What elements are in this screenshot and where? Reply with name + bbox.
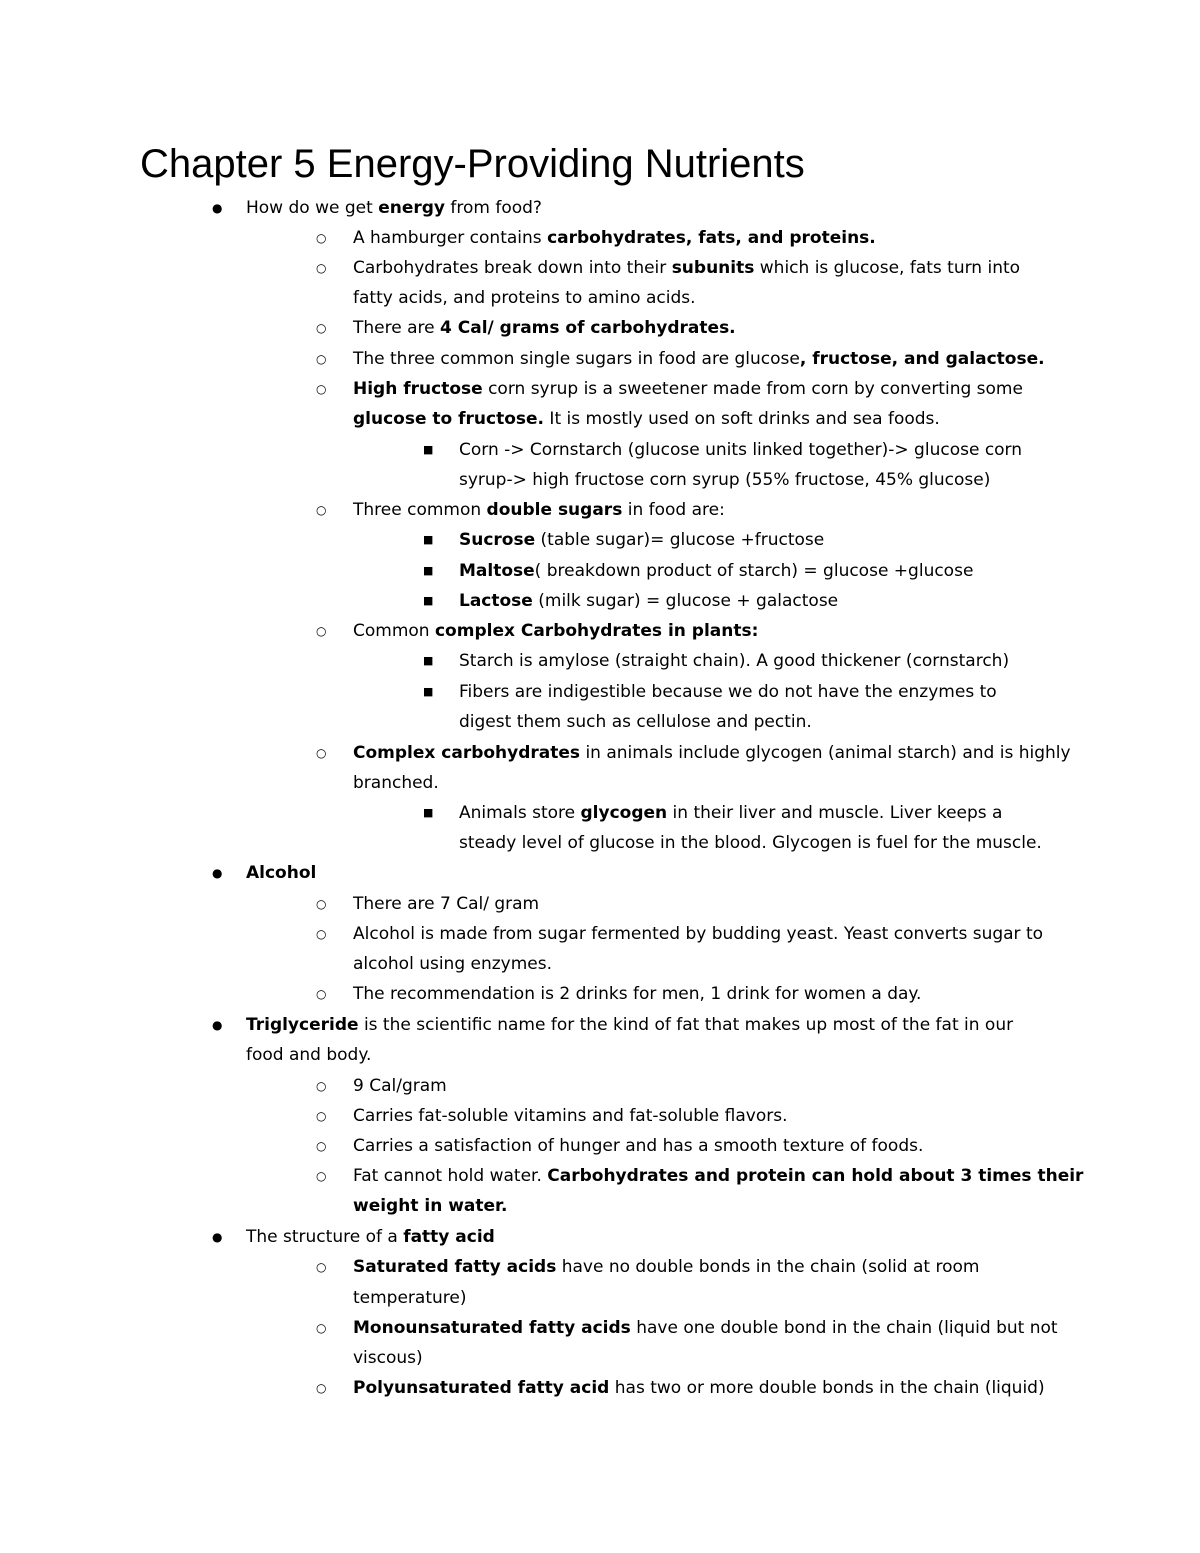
list-item: How do we get energy from food? [246, 198, 542, 218]
bullet-level2-icon: ○ [316, 1260, 327, 1274]
list-item: Alcohol [246, 863, 317, 883]
bullet-level2-icon: ○ [316, 1381, 327, 1395]
list-item: Carries a satisfaction of hunger and has a smooth texture of foods. [353, 1136, 924, 1156]
page-title: Chapter 5 Energy-Providing Nutrients [140, 142, 805, 186]
bullet-level2-icon: ○ [316, 746, 327, 760]
list-item: Triglyceride is the scientific name for the kind of fat that makes up most of the fat in our [246, 1015, 1014, 1035]
list-item: Fibers are indigestible because we do not have the enzymes to [459, 682, 997, 702]
list-item-continuation: branched. [353, 773, 439, 793]
bullet-level1-icon: ● [212, 866, 223, 880]
list-item: Lactose (milk sugar) = glucose + galactose [459, 591, 839, 611]
bullet-level2-icon: ○ [316, 927, 327, 941]
list-item: Carries fat-soluble vitamins and fat-soluble flavors. [353, 1106, 788, 1126]
bullet-level2-icon: ○ [316, 503, 327, 517]
list-item-continuation: glucose to fructose. It is mostly used on soft drinks and sea foods. [353, 409, 940, 429]
bullet-level3-icon: ■ [423, 806, 434, 819]
bullet-level2-icon: ○ [316, 1139, 327, 1153]
bullet-level2-icon: ○ [316, 1079, 327, 1093]
list-item: Polyunsaturated fatty acid has two or more double bonds in the chain (liquid) [353, 1378, 1045, 1398]
list-item: There are 4 Cal/ grams of carbohydrates. [353, 318, 736, 338]
list-item: Complex carbohydrates in animals include glycogen (animal starch) and is highly [353, 743, 1071, 763]
list-item: Carbohydrates break down into their subunits which is glucose, fats turn into [353, 258, 1021, 278]
list-item: Sucrose (table sugar)= glucose +fructose [459, 530, 825, 550]
list-item-continuation: viscous) [353, 1348, 423, 1368]
list-item: Three common double sugars in food are: [353, 500, 725, 520]
bullet-level3-icon: ■ [423, 654, 434, 667]
bullet-level3-icon: ■ [423, 533, 434, 546]
list-item-continuation: alcohol using enzymes. [353, 954, 553, 974]
list-item: The three common single sugars in food are glucose, fructose, and galactose. [353, 349, 1045, 369]
list-item: There are 7 Cal/ gram [353, 894, 540, 914]
bullet-level2-icon: ○ [316, 1109, 327, 1123]
bullet-level3-icon: ■ [423, 594, 434, 607]
list-item: High fructose corn syrup is a sweetener made from corn by converting some [353, 379, 1023, 399]
list-item: A hamburger contains carbohydrates, fats, and proteins. [353, 228, 876, 248]
list-item: Corn -> Cornstarch (glucose units linked together)-> glucose corn [459, 440, 1023, 460]
bullet-level3-icon: ■ [423, 685, 434, 698]
bullet-level1-icon: ● [212, 1230, 223, 1244]
list-item-continuation: fatty acids, and proteins to amino acids. [353, 288, 696, 308]
list-item: Common complex Carbohydrates in plants: [353, 621, 759, 641]
bullet-level2-icon: ○ [316, 624, 327, 638]
bullet-level2-icon: ○ [316, 352, 327, 366]
list-item: Monounsaturated fatty acids have one double bond in the chain (liquid but not [353, 1318, 1058, 1338]
list-item-continuation: food and body. [246, 1045, 372, 1065]
list-item: The recommendation is 2 drinks for men, 1 drink for women a day. [353, 984, 922, 1004]
list-item: Saturated fatty acids have no double bonds in the chain (solid at room [353, 1257, 980, 1277]
bullet-level3-icon: ■ [423, 443, 434, 456]
bullet-level2-icon: ○ [316, 987, 327, 1001]
list-item: 9 Cal/gram [353, 1076, 447, 1096]
bullet-level2-icon: ○ [316, 1321, 327, 1335]
bullet-level2-icon: ○ [316, 231, 327, 245]
list-item-continuation: steady level of glucose in the blood. Glycogen is fuel for the muscle. [459, 833, 1042, 853]
list-item-continuation: weight in water. [353, 1196, 508, 1216]
bullet-level2-icon: ○ [316, 261, 327, 275]
bullet-level2-icon: ○ [316, 321, 327, 335]
bullet-level2-icon: ○ [316, 1169, 327, 1183]
list-item-continuation: temperature) [353, 1288, 467, 1308]
list-item: Starch is amylose (straight chain). A good thickener (cornstarch) [459, 651, 1010, 671]
list-item-continuation: syrup-> high fructose corn syrup (55% fructose, 45% glucose) [459, 470, 991, 490]
bullet-level1-icon: ● [212, 201, 223, 215]
list-item: Animals store glycogen in their liver and muscle. Liver keeps a [459, 803, 1003, 823]
bullet-level3-icon: ■ [423, 564, 434, 577]
bullet-level2-icon: ○ [316, 897, 327, 911]
list-item: Maltose( breakdown product of starch) = glucose +glucose [459, 561, 974, 581]
list-item: The structure of a fatty acid [246, 1227, 495, 1247]
bullet-level2-icon: ○ [316, 382, 327, 396]
list-item: Fat cannot hold water. Carbohydrates and protein can hold about 3 times their [353, 1166, 1084, 1186]
list-item: Alcohol is made from sugar fermented by budding yeast. Yeast converts sugar to [353, 924, 1044, 944]
bullet-level1-icon: ● [212, 1018, 223, 1032]
list-item-continuation: digest them such as cellulose and pectin. [459, 712, 812, 732]
